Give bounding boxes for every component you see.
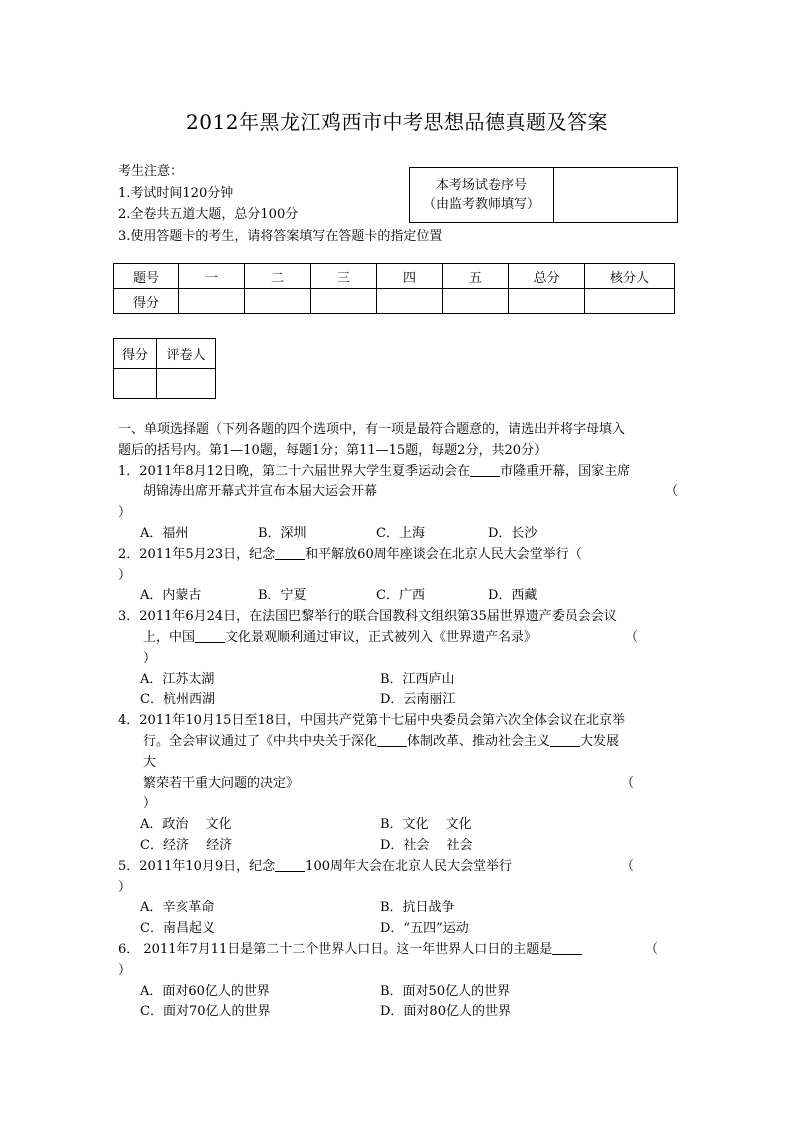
- section-intro: 题后的括号内。第1—10题，每题1分；第11—15题，每题2分，共20分）: [118, 442, 547, 458]
- question-4-line4: 繁荣若干重大问题的决定》 （: [118, 774, 678, 795]
- option[interactable]: D．西藏: [488, 588, 538, 604]
- question-1-line2: 胡锦涛出席开幕式并宣布本届大运会开幕 （: [118, 482, 678, 503]
- header-cell: 总分: [509, 264, 585, 289]
- answer-blank: [195, 628, 225, 643]
- score-table: [113, 263, 675, 314]
- question-1: 1．2011年8月12日晚，第二十六届世界大学生夏季运动会在 市隆重开幕，国家主席: [118, 463, 631, 479]
- score-cell[interactable]: [585, 289, 675, 314]
- option[interactable]: A．辛亥革命: [140, 900, 215, 916]
- header-cell: 一: [179, 264, 245, 289]
- option[interactable]: C．杭州西湖: [140, 692, 215, 708]
- option[interactable]: D．“五四”运动: [380, 921, 469, 937]
- answer-blank: [377, 732, 407, 747]
- option[interactable]: A．内蒙古: [140, 588, 202, 604]
- header-cell: 三: [311, 264, 377, 289]
- grader-reviewer-label: 评卷人: [157, 339, 216, 369]
- notice-item: 3.使用答题卡的考生，请将答案填写在答题卡的指定位置: [118, 228, 443, 244]
- question-5-options: [118, 898, 678, 919]
- question-3-options: [118, 670, 678, 691]
- header-cell: 核分人: [585, 264, 675, 289]
- question-4-line2: 行。全会审议通过了《中共中央关于深化 体制改革、推动社会主义 大发展: [143, 733, 620, 749]
- option[interactable]: B．宁夏: [258, 588, 307, 604]
- grader-reviewer-cell[interactable]: [157, 369, 216, 399]
- option[interactable]: D．面对80亿人的世界: [380, 1004, 511, 1020]
- option[interactable]: D．长沙: [488, 525, 538, 541]
- score-cell[interactable]: [509, 289, 585, 314]
- option[interactable]: C．广西: [376, 588, 425, 604]
- notice-heading: 考生注意：: [118, 164, 184, 179]
- question-2-options: [118, 586, 678, 607]
- header-cell: 二: [245, 264, 311, 289]
- option[interactable]: A．江苏太湖: [140, 671, 215, 687]
- option[interactable]: A．政治 文化: [140, 817, 232, 833]
- score-cell[interactable]: [179, 289, 245, 314]
- score-cell[interactable]: [443, 289, 509, 314]
- question-1-options: [118, 524, 678, 545]
- score-table-header: [114, 264, 675, 289]
- answer-blank: [470, 462, 500, 477]
- option[interactable]: C．上海: [376, 525, 425, 541]
- answer-blank: [275, 857, 305, 872]
- answer-paren[interactable]: （: [664, 484, 678, 500]
- score-cell[interactable]: [377, 289, 443, 314]
- question-4-options: [118, 815, 678, 836]
- exam-notice: [118, 161, 442, 247]
- section-intro: 一、单项选择题（下列各题的四个选项中，有一项是最符合题意的，请选出并将字母填入: [118, 422, 626, 437]
- serial-label: 本考场试卷序号 （由监考教师填写）: [410, 168, 554, 223]
- grader-score-cell[interactable]: [114, 369, 157, 399]
- question-3: 3．2011年6月24日，在法国巴黎举行的联合国教科文组织第35届世界遗产委员会会议: [118, 609, 617, 625]
- question-4: 4．2011年10月15日至18日，中国共产党第十七届中央委员会第六次全体会议在北京举: [118, 713, 625, 729]
- option[interactable]: B．面对50亿人的世界: [380, 983, 511, 999]
- question-6-options: [118, 1002, 678, 1023]
- question-2: 2．2011年5月23日，纪念 和平解放60周年座谈会在北京人民大会堂举行（: [118, 546, 582, 562]
- header-cell: 五: [443, 264, 509, 289]
- option[interactable]: D．云南丽江: [380, 692, 456, 708]
- option[interactable]: C．南昌起义: [140, 921, 215, 937]
- score-cell[interactable]: [245, 289, 311, 314]
- question-6: 6． 2011年7月11日是第二十二个世界人口日。这一年世界人口日的主题是 （: [118, 940, 678, 961]
- option[interactable]: D．社会 社会: [380, 837, 473, 853]
- questions-section: 一、单项选择题（下列各题的四个选项中，有一项是最符合题意的，请选出并将字母填入 题后的括号内。第1—10题，每题1分；第11—15题，每题2分，共20分） 1．2011年8月12日晚，第二十六届世界大学生夏季运动会在 市隆重开幕，国家主席 胡锦涛出席开幕式并宣布本届大运会开幕 （ ） A．福州 B．深圳 C．上海 D．长沙 2．2011年5月23日，纪念 和平解放60周年座谈会在北京人民大会堂举行（ ） A．内蒙古 B．宁夏 C．广西 D．西藏 3．2011年6月24日，在法国巴黎举行的联合国教科文组织第35届世界遗产委员会会议 上，中国 文化景观顺利通过审议，正式被列入《世界遗产名录》 （ ） A．江苏太湖 B．江西庐山 C．杭州西湖 D．云南丽江 4．2011年10月15日至18日，中国共产党第十七届中央委员会第六次全体会议在北京举 行。全会审议通过了《中共中央关于深化 体制改革、推动社会主义 大发展 大 繁荣若干重大问题的决定》 （ ） A．政治 文化 B．文化 文化 C．经济 经济 D．社会 社会 5．2011年10月9日，纪念 100周年大会在北京人民大会堂举行 （ ） A．辛亥革命 B．抗日战争 C．南昌起义 D．“五四”运动 6． 2011年7月11日是第二十二个世界人口日。这一年世界人口日的主题是 （ ） A．面对60亿人的世界 B．面对50亿人的世界 C．面对70亿人的世界 D．面对80亿人的世界: [118, 420, 678, 1023]
- grader-box: [113, 338, 216, 399]
- serial-number-box: [409, 167, 678, 223]
- header-cell: 四: [377, 264, 443, 289]
- option[interactable]: B．深圳: [258, 525, 307, 541]
- answer-paren[interactable]: （: [644, 941, 658, 957]
- option[interactable]: B．文化 文化: [380, 817, 472, 833]
- option[interactable]: C．经济 经济: [140, 837, 233, 853]
- notice-item: 1.考试时间120分钟: [118, 185, 234, 201]
- serial-input-cell[interactable]: [554, 168, 678, 223]
- answer-blank: [552, 940, 582, 955]
- option[interactable]: C．面对70亿人的世界: [140, 1004, 271, 1020]
- option[interactable]: B．江西庐山: [380, 671, 455, 687]
- option[interactable]: A．福州: [140, 525, 189, 541]
- answer-blank: [550, 732, 580, 747]
- grader-score-label: 得分: [114, 339, 157, 369]
- score-table-row: [114, 289, 675, 314]
- question-6-options: [118, 982, 678, 1003]
- answer-paren[interactable]: （: [624, 629, 638, 645]
- question-5: 5．2011年10月9日，纪念 100周年大会在北京人民大会堂举行 （: [118, 857, 678, 878]
- answer-paren[interactable]: （: [620, 775, 634, 791]
- row-label: 得分: [114, 289, 179, 314]
- score-cell[interactable]: [311, 289, 377, 314]
- notice-item: 2.全卷共五道大题，总分100分: [118, 207, 299, 222]
- question-5-options: [118, 919, 678, 940]
- answer-blank: [275, 545, 305, 560]
- header-cell: 题号: [114, 264, 179, 289]
- page-title: 2012年黑龙江鸡西市中考思想品德真题及答案: [186, 110, 608, 134]
- question-3-line2: 上，中国 文化景观顺利通过审议，正式被列入《世界遗产名录》 （: [118, 628, 678, 649]
- question-3-options: [118, 690, 678, 711]
- answer-paren[interactable]: （: [620, 858, 634, 874]
- question-4-options: [118, 836, 678, 857]
- option[interactable]: B．抗日战争: [380, 900, 455, 916]
- option[interactable]: A．面对60亿人的世界: [140, 983, 270, 999]
